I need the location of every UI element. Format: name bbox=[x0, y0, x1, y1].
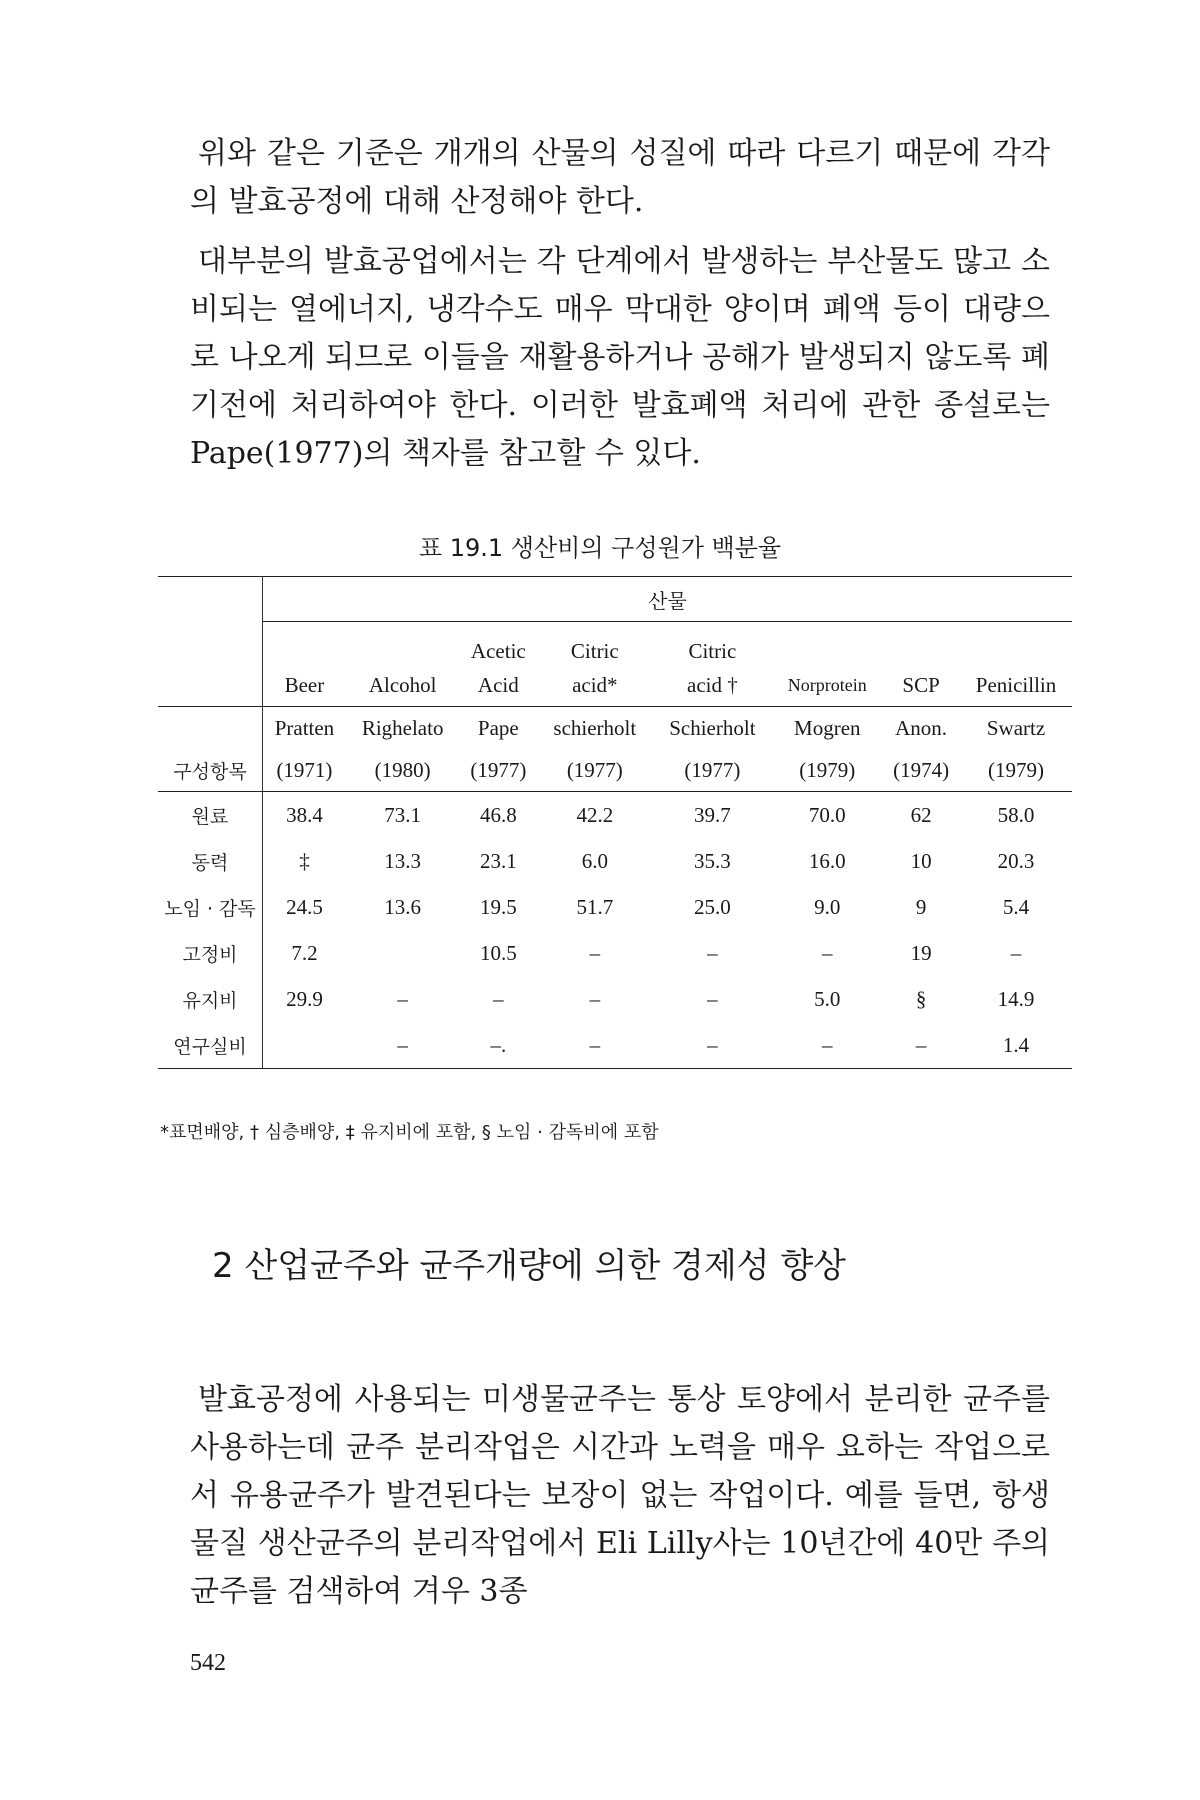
section-heading: 2 산업균주와 균주개량에 의한 경제성 향상 bbox=[212, 1246, 847, 1286]
column-year: (1971) bbox=[263, 749, 346, 792]
column-name: Acid bbox=[459, 664, 537, 707]
table-cell: 35.3 bbox=[694, 848, 731, 873]
column-year: (1977) bbox=[459, 749, 537, 792]
table-cell: – bbox=[882, 1022, 960, 1069]
table-cell: 29.9 bbox=[286, 986, 323, 1011]
table-cell: 10 bbox=[910, 848, 932, 873]
table-header-row bbox=[158, 577, 1072, 622]
table-header-row bbox=[158, 664, 1072, 707]
table-cell: 5.4 bbox=[1002, 894, 1030, 919]
column-name-top bbox=[960, 622, 1072, 665]
cost-composition-table bbox=[158, 576, 1072, 1069]
column-author: Mogren bbox=[794, 715, 861, 740]
column-name-top bbox=[263, 622, 346, 665]
column-name-top: Acetic bbox=[470, 639, 526, 663]
column-name: acid † bbox=[652, 664, 772, 707]
table-header-row bbox=[158, 707, 1072, 750]
row-label: 유지비 bbox=[158, 976, 263, 1022]
column-author: Pratten bbox=[274, 715, 335, 740]
table-cell: 20.3 bbox=[997, 848, 1035, 873]
column-author: Righelato bbox=[361, 715, 444, 740]
table-cell: 13.3 bbox=[384, 848, 422, 873]
column-author: Pape bbox=[477, 715, 519, 740]
table-cell: 9 bbox=[915, 894, 927, 919]
table-cell: 24.5 bbox=[286, 894, 323, 919]
table-cell: – bbox=[707, 986, 718, 1011]
column-author: schierholt bbox=[553, 715, 637, 740]
table-cell: – bbox=[493, 986, 504, 1011]
column-year: (1974) bbox=[882, 749, 960, 792]
row-label: 원료 bbox=[158, 792, 263, 839]
column-year: (1977) bbox=[537, 749, 652, 792]
column-year: (1979) bbox=[772, 749, 882, 792]
column-year: (1980) bbox=[346, 749, 460, 792]
table-cell: 62 bbox=[910, 802, 932, 827]
body-paragraph-3: 발효공정에 사용되는 미생물균주는 통상 토양에서 분리한 균주를 사용하는데 균주 분리작업은 시간과 노력을 매우 요하는 작업으로서 유용균주가 발견된다는 보장이 없는 작업이다. 예를 들면, 항생물질 생산균주의 분리작업에서 Eli Lilly사는 10년간에 40만 주의 균주를 검색하여 겨우 3종 bbox=[190, 1382, 1050, 1609]
table-cell: 19.5 bbox=[479, 894, 517, 919]
table-row bbox=[158, 976, 1072, 1022]
table-cell: – bbox=[537, 1022, 652, 1069]
table-cell: 73.1 bbox=[384, 802, 422, 827]
table-row bbox=[158, 792, 1072, 839]
product-header: 산물 bbox=[263, 577, 1073, 622]
table-cell: 25.0 bbox=[694, 894, 731, 919]
table-cell: ‡ bbox=[299, 848, 310, 873]
column-author: Anon. bbox=[895, 715, 948, 740]
table-cell: 19 bbox=[910, 940, 932, 965]
column-year: (1977) bbox=[652, 749, 772, 792]
column-name: Beer bbox=[263, 664, 346, 707]
body-paragraph-1: 위와 같은 기준은 개개의 산물의 성질에 따라 다르기 때문에 각각의 발효공정에 대해 산정해야 한다. bbox=[190, 136, 1050, 219]
table-cell: 10.5 bbox=[479, 940, 517, 965]
table-cell: 23.1 bbox=[479, 848, 517, 873]
row-label: 연구실비 bbox=[158, 1022, 263, 1069]
column-name: SCP bbox=[882, 664, 960, 707]
table-footnote: *표면배양, † 심층배양, ‡ 유지비에 포함, § 노임 · 감독비에 포함 bbox=[160, 1122, 659, 1143]
table-caption: 표 19.1 생산비의 구성원가 백분율 bbox=[418, 534, 782, 562]
table-cell: 5.0 bbox=[814, 986, 841, 1011]
table-cell: 1.4 bbox=[960, 1022, 1072, 1069]
column-author: Swartz bbox=[986, 715, 1046, 740]
table-cell: – bbox=[772, 1022, 882, 1069]
table-row bbox=[158, 838, 1072, 884]
table-cell bbox=[263, 1022, 346, 1069]
column-name: acid* bbox=[537, 664, 652, 707]
table-cell: – bbox=[589, 940, 601, 965]
column-name-top: Citric bbox=[570, 639, 619, 663]
column-name-top bbox=[882, 622, 960, 665]
column-name: Norprotein bbox=[772, 664, 882, 707]
column-name-top bbox=[346, 622, 460, 665]
row-header-label: 구성항목 bbox=[158, 749, 263, 792]
table-cell: 6.0 bbox=[581, 848, 608, 873]
table-row bbox=[158, 884, 1072, 930]
table-cell: 70.0 bbox=[808, 802, 846, 827]
page-number: 542 bbox=[190, 1650, 226, 1676]
table-cell: – bbox=[589, 986, 601, 1011]
table-cell: 51.7 bbox=[576, 894, 614, 919]
table-cell: 39.7 bbox=[694, 802, 731, 827]
row-label: 노임 · 감독 bbox=[158, 884, 263, 930]
table-cell: § bbox=[915, 986, 927, 1011]
table-cell: 9.0 bbox=[814, 894, 841, 919]
table-cell: – bbox=[652, 1022, 772, 1069]
row-label: 동력 bbox=[158, 838, 263, 884]
table-row bbox=[158, 930, 1072, 976]
table-cell: – bbox=[707, 940, 718, 965]
table-cell: – bbox=[346, 1022, 460, 1069]
table-cell: – bbox=[822, 940, 833, 965]
table-cell: 42.2 bbox=[576, 802, 614, 827]
header-corner bbox=[158, 577, 263, 622]
table-cell: 46.8 bbox=[479, 802, 517, 827]
table-header-row bbox=[158, 749, 1072, 792]
column-name-top: Citric bbox=[688, 639, 737, 663]
table-cell: 13.6 bbox=[384, 894, 422, 919]
row-label: 고정비 bbox=[158, 930, 263, 976]
table-cell: 16.0 bbox=[808, 848, 846, 873]
table-header-row bbox=[158, 622, 1072, 665]
table-cell: 38.4 bbox=[286, 802, 323, 827]
table-row bbox=[158, 1022, 1072, 1069]
column-year: (1979) bbox=[960, 749, 1072, 792]
column-name: Alcohol bbox=[346, 664, 460, 707]
table-cell: 7.2 bbox=[291, 940, 318, 965]
column-author: Schierholt bbox=[669, 715, 756, 740]
body-paragraph-2: 대부분의 발효공업에서는 각 단계에서 발생하는 부산물도 많고 소비되는 열에너지, 냉각수도 매우 막대한 양이며 폐액 등이 대량으로 나오게 되므로 이들을 재활용하거나 공해가 발생되지 않도록 폐기전에 처리하여야 한다. 이러한 발효폐액 처리에 관한 종설로는 Pape(1977)의 책자를 참고할 수 있다. bbox=[190, 244, 1050, 471]
table-cell: –. bbox=[459, 1022, 537, 1069]
table-cell: 14.9 bbox=[997, 986, 1035, 1011]
column-name: Penicillin bbox=[960, 664, 1072, 707]
column-name-top bbox=[772, 622, 882, 665]
table-cell: – bbox=[1010, 940, 1022, 965]
table-cell: 58.0 bbox=[997, 802, 1035, 827]
table-cell bbox=[346, 930, 460, 976]
table-cell: – bbox=[397, 986, 408, 1011]
